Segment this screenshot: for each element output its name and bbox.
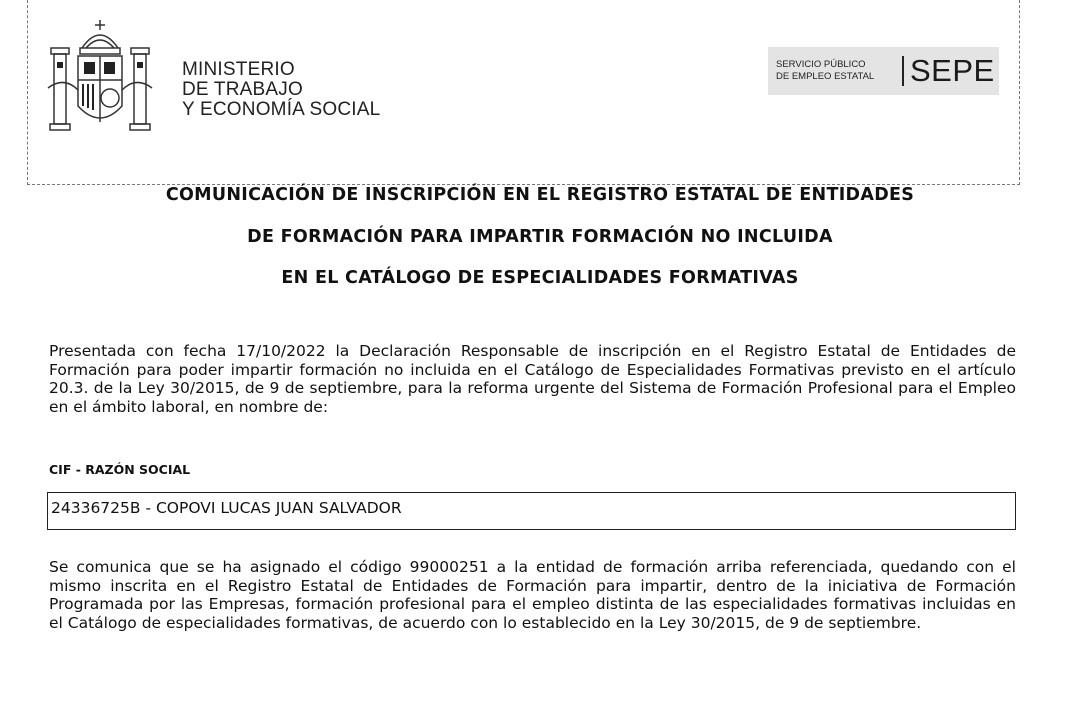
cif-label: CIF - RAZÓN SOCIAL [49, 462, 191, 477]
sepe-acronym: SEPE [910, 53, 995, 88]
sepe-service-name [776, 59, 896, 83]
assignment-paragraph: Se comunica que se ha asignado el código 99000251 a la entidad de formación arriba referenciada, quedando con el mismo inscrita en el Registro Estatal de Entidades de Formación para impartir, dentro de la iniciativa de Formación Programada por las Empresas, formación profesional para el empleo distinta de las especialidades formativas incluidas en el Catálogo de especialidades formativas, de acuerdo con lo establecido en la Ley 30/2015, de 9 de septiembre. [49, 558, 1016, 632]
sepe-divider [902, 56, 904, 86]
ministry-name [182, 60, 380, 120]
ministry-line: Y ECONOMÍA SOCIAL [182, 99, 381, 120]
intro-paragraph: Presentada con fecha 17/10/2022 la Declaración Responsable de inscripción en el Registro Estatal de Entidades de Formación para poder impartir formación no incluida en el Catálogo de Especialidades Formativas previsto en el artículo 20.3. de la Ley 30/2015, de 9 de septiembre, para la reforma urgente del Sistema de Formación Profesional para el Empleo en el ámbito laboral, en nombre de: [49, 342, 1016, 416]
ministry-line: MINISTERIO [182, 59, 295, 80]
ministry-line: DE TRABAJO [182, 79, 303, 100]
cif-value-field: 24336725B - COPOVI LUCAS JUAN SALVADOR [47, 492, 1016, 530]
sepe-service-line: SERVICIO PÚBLICO [776, 59, 866, 70]
coat-of-arms-logo [44, 18, 156, 136]
sepe-service-line: DE EMPLEO ESTATAL [776, 71, 875, 82]
sepe-logo [768, 47, 999, 95]
document-title-line: DE FORMACIÓN PARA IMPARTIR FORMACIÓN NO INCLUIDA [247, 227, 833, 247]
document-title-line: COMUNICACIÓN DE INSCRIPCIÓN EN EL REGISTRO ESTATAL DE ENTIDADES [165, 185, 915, 205]
document-title-line: EN EL CATÁLOGO DE ESPECIALIDADES FORMATIVAS [281, 268, 799, 288]
